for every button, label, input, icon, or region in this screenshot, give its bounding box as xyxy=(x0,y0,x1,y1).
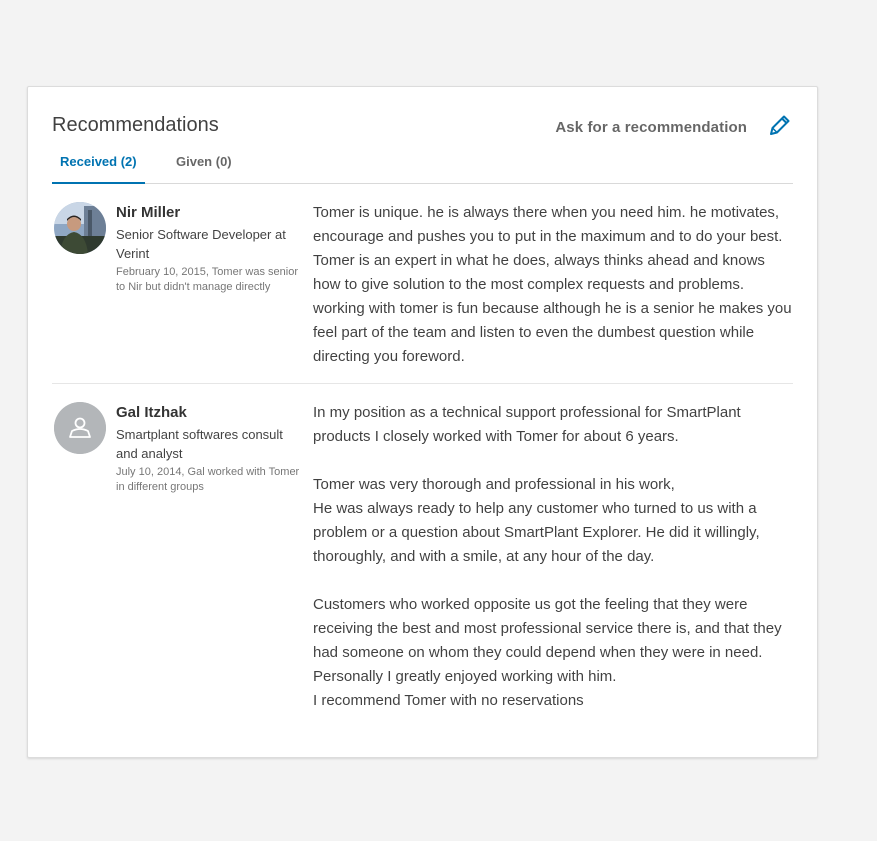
recommender-info xyxy=(116,404,302,495)
recommendation-paragraph: I recommend Tomer with no reservations xyxy=(313,692,584,709)
tab-given[interactable]: Given (0) xyxy=(176,154,232,169)
recommendation-paragraph: Tomer was very thorough and professional in his work, xyxy=(313,476,675,493)
recommendation-meta: July 10, 2014, Gal worked with Tomer in different groups xyxy=(116,466,300,493)
recommender-name[interactable]: Gal Itzhak xyxy=(116,404,187,421)
recommendation-meta: February 10, 2015, Tomer was senior to Nir but didn't manage directly xyxy=(116,266,298,293)
recommendation-tabs xyxy=(52,147,793,184)
pencil-icon[interactable] xyxy=(767,112,793,138)
recommendations-card xyxy=(27,86,818,758)
tab-received[interactable]: Received (2) xyxy=(52,155,145,184)
recommendation-paragraph: Tomer is unique. he is always there when you need him. he motivates, encourage and pushes you to put in the maximum and to do your best. Tomer is an expert in what he does, always thinks ahead and knows how to give solution to the most complex requests and problems. working with tomer is fun because although he is a senior he makes you feel part of the team and listen to even the dumbest question while directing you foreword. xyxy=(313,204,792,365)
ghost-person-icon[interactable] xyxy=(54,402,106,454)
recommendation-paragraph: Customers who worked opposite us got the feeling that they were receiving the best and most professional service there is, and that they had someone on whom they could depend when they were in need. xyxy=(313,596,782,661)
avatar[interactable] xyxy=(54,202,106,254)
recommender-info xyxy=(116,204,302,295)
recommender-headline: Smartplant softwares consult and analyst xyxy=(116,427,283,461)
recommender-headline: Senior Software Developer at Verint xyxy=(116,227,286,261)
recommender-name[interactable]: Nir Miller xyxy=(116,204,181,221)
section-title: Recommendations xyxy=(52,114,219,136)
recommendation-paragraph: In my position as a technical support professional for SmartPlant products I closely worked with Tomer for about 6 years. xyxy=(313,404,741,445)
recommendation-text xyxy=(313,401,793,713)
ask-for-recommendation-link[interactable]: Ask for a recommendation xyxy=(555,119,747,136)
recommendation-item xyxy=(52,384,793,744)
recommendation-text xyxy=(313,201,793,369)
recommendation-paragraph: Personally I greatly enjoyed working with him. xyxy=(313,668,617,685)
recommendation-paragraph: He was always ready to help any customer who turned to us with a problem or a question about SmartPlant Explorer. He did it willingly, thoroughly, and with a smile, at any hour of the day. xyxy=(313,500,760,565)
recommendation-item xyxy=(52,184,793,384)
